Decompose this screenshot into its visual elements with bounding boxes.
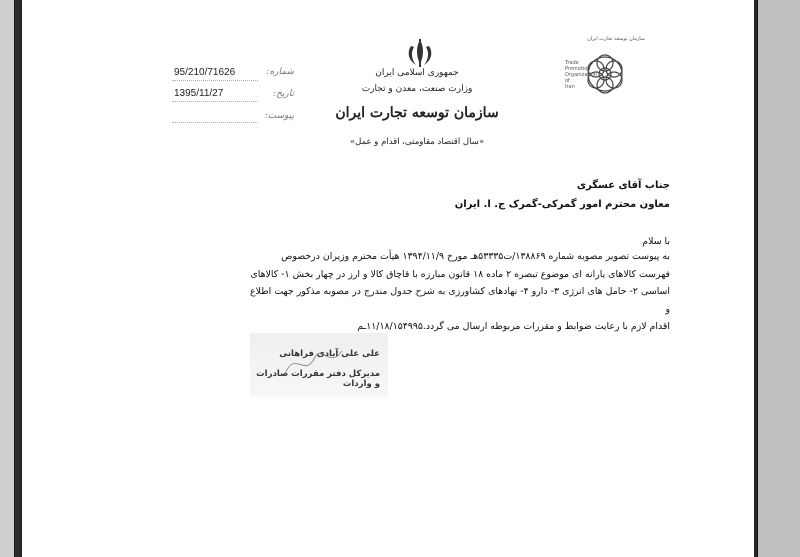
greeting: با سلام <box>642 236 670 247</box>
letter-date-value: 1395/11/27 <box>174 88 224 99</box>
ministry-title: وزارت صنعت، معدن و تجارت <box>361 84 473 94</box>
letter-page <box>22 0 754 557</box>
body-line: اساسی ۲- حامل های انرژی ۳- دارو ۴- نهادهای کشاورزی به شرح جدول مندرج در مصوبه مذکور جهت اطلاع و <box>250 286 671 315</box>
letter-number-label: شماره: <box>266 67 294 77</box>
signature-block <box>250 333 388 397</box>
letter-number-value: 95/210/71626 <box>174 67 236 78</box>
body-line: به پیوست تصویر مصوبه شماره ۱۳۸۸۶۹/ت۵۳۳۳۵هـ مورخ ۱۳۹۴/۱۱/۹ هیأت محترم وزیران درخصوص <box>281 251 670 262</box>
body-line: فهرست کالاهای یارانه ای موضوع تبصره ۲ ماده ۱۸ قانون مبارزه با قاچاق کالا و ارز در چهار بخش ۱- کالاهای <box>250 268 670 280</box>
letter-body <box>250 248 670 336</box>
attachment-underline <box>172 122 258 123</box>
number-underline <box>172 80 258 81</box>
date-underline <box>172 101 258 102</box>
year-slogan: «سال اقتصاد مقاومتی، اقدام و عمل» <box>349 137 485 147</box>
signatory-position: مدیرکل دفتر مقررات صادرات و واردات <box>256 369 380 389</box>
signatory-name: علی علی آبادی فراهانی <box>279 349 380 359</box>
viewer-left-frame <box>0 0 15 557</box>
recipient-title: معاون محترم امور گمرکی-گمرک ج. ا. ایران <box>454 199 670 210</box>
viewer-right-frame <box>757 0 800 557</box>
tpo-logo-text: سازمان توسعه تجارت ایران Trade Promotion Organization of Iran <box>565 36 645 90</box>
handwritten-signature-icon <box>280 339 350 389</box>
iran-emblem-icon <box>402 38 438 68</box>
letter-date-label: تاریخ: <box>273 89 294 99</box>
organization-name: سازمان توسعه تجارت ایران <box>335 105 499 121</box>
attachment-label: پیوست: <box>264 111 294 121</box>
recipient-name: جناب آقای عسگری <box>576 180 670 191</box>
body-line: اقدام لازم با رعایت ضوابط و مقررات مربوطه ارسال می گردد.۱۱/۱۸/۱۵۴۹۹۵ـم <box>357 321 670 332</box>
republic-title: جمهوری اسلامی ایران <box>375 68 459 78</box>
